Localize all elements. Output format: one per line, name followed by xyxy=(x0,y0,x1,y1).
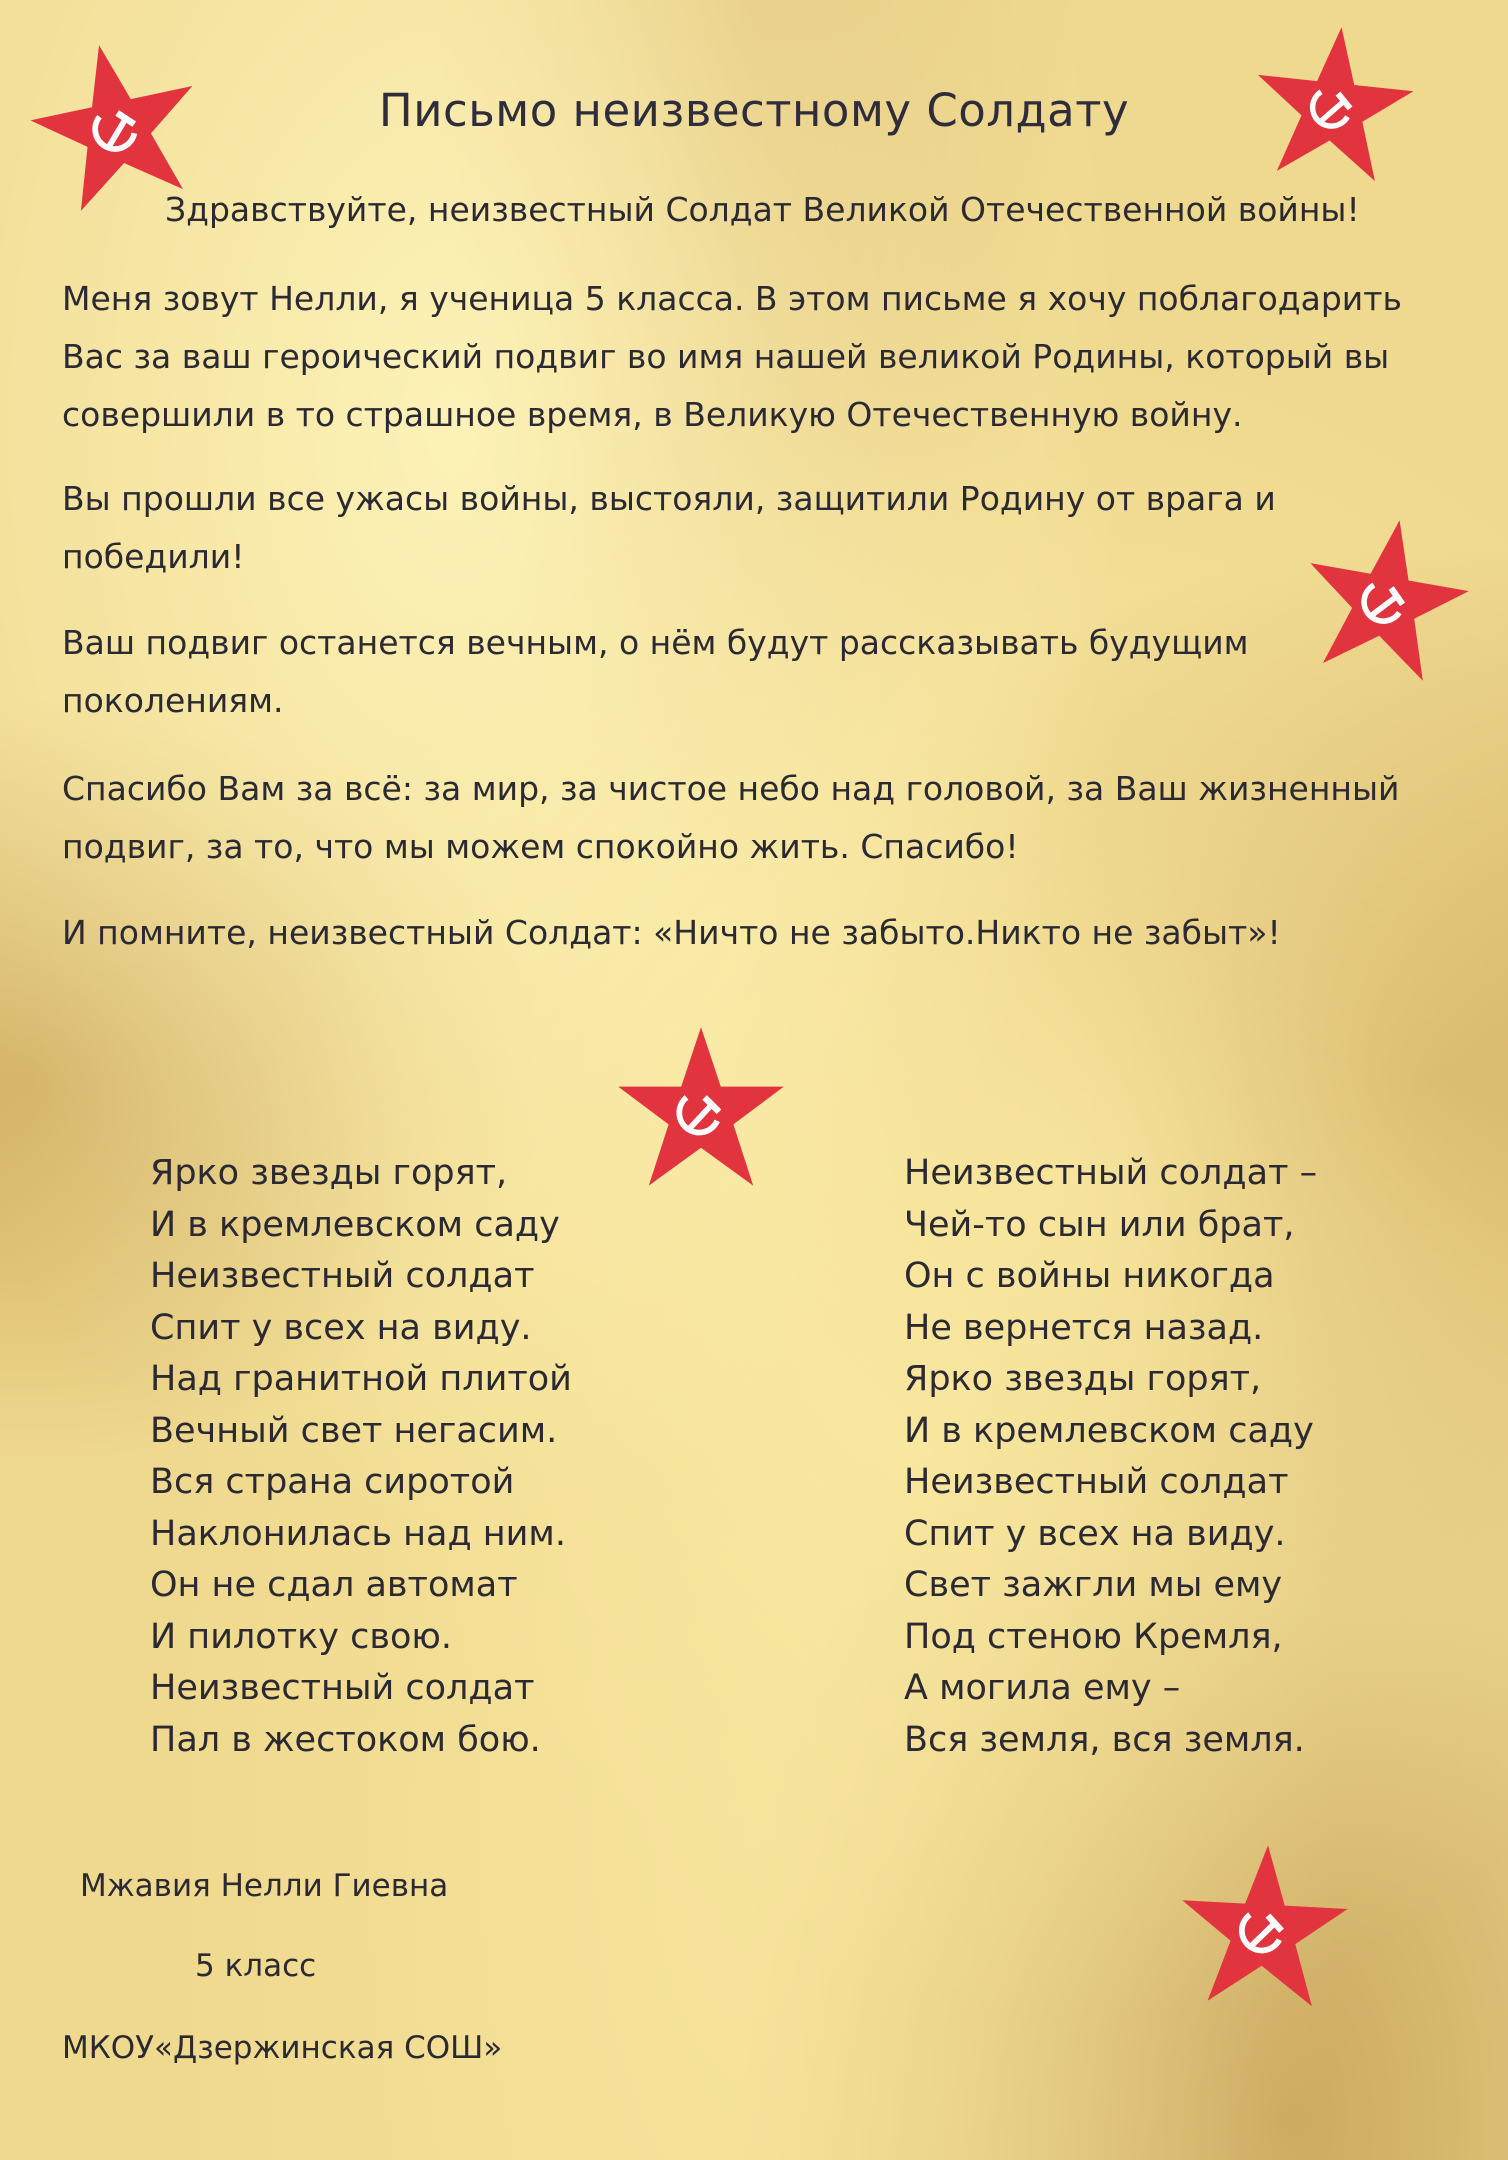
red-star-icon xyxy=(1166,1838,1361,2018)
poem-line: Пал в жестоком бою. xyxy=(150,1719,541,1760)
letter-paragraph: И помните, неизвестный Солдат: «Ничто не забыто.Никто не забыт»! xyxy=(62,913,1281,952)
poem-line: А могила ему – xyxy=(904,1668,1181,1708)
poem-column-left xyxy=(150,1148,572,1766)
poem-line: Вся страна сиротой xyxy=(150,1462,515,1502)
poem-line: Вечный свет негасим. xyxy=(150,1410,558,1451)
poem-column-right xyxy=(904,1148,1317,1766)
poem-line: Ярко звезды горят, xyxy=(150,1153,508,1193)
letter-paragraph: Меня зовут Нелли, я ученица 5 класса. В этом письме я хочу поблагодарить Вас за ваш героический подвиг во имя нашей великой Родины, который вы совершили в то страшное время, в Великую Отечественную войну. xyxy=(62,279,1402,434)
poem-line: Не вернется назад. xyxy=(904,1307,1264,1348)
poem-line: Над гранитной плитой xyxy=(150,1359,572,1399)
poem-line: Наклонилась над ним. xyxy=(150,1513,566,1554)
poem-line: Неизвестный солдат xyxy=(150,1668,535,1708)
poem-line: Неизвестный солдат – xyxy=(904,1153,1318,1193)
author-class: 5 класс xyxy=(195,1948,317,1984)
letter-paragraph: Вы прошли все ужасы войны, выстояли, защитили Родину от врага и победили! xyxy=(62,479,1276,576)
poem-line: И в кремлевском саду xyxy=(150,1204,560,1245)
poem-line: Неизвестный солдат xyxy=(150,1256,535,1296)
letter-paragraph: Ваш подвиг останется вечным, о нём будут рассказывать будущим поколениям. xyxy=(62,623,1249,720)
poem-line: Под стеною Кремля, xyxy=(904,1616,1283,1657)
poem-line: Вся земля, вся земля. xyxy=(904,1719,1305,1760)
letter-paragraph: Спасибо Вам за всё: за мир, за чистое небо над головой, за Ваш жизненный подвиг, за то, что мы можем спокойно жить. Спасибо! xyxy=(62,769,1400,866)
poem-line: Он с войны никогда xyxy=(904,1256,1275,1296)
poem-line: Неизвестный солдат xyxy=(904,1462,1289,1502)
poem-line: Ярко звезды горят, xyxy=(904,1359,1262,1399)
author-school: МКОУ«Дзержинская СОШ» xyxy=(62,2030,503,2066)
poem-line: Он не сдал автомат xyxy=(150,1565,518,1605)
poem-line: Чей-то сын или брат, xyxy=(904,1204,1295,1245)
poem-line: Спит у всех на виду. xyxy=(150,1307,532,1348)
poem-line: И пилотку свою. xyxy=(150,1616,452,1657)
poem-line: Свет зажгли мы ему xyxy=(904,1565,1283,1605)
letter-title: Письмо неизвестному Солдату xyxy=(378,84,1130,137)
red-star-icon xyxy=(606,1020,796,1200)
poem-line: И в кремлевском саду xyxy=(904,1410,1314,1451)
letter-greeting: Здравствуйте, неизвестный Солдат Великой Отечественной войны! xyxy=(165,190,1360,229)
author-name: Мжавия Нелли Гиевна xyxy=(80,1868,449,1904)
poem-line: Спит у всех на виду. xyxy=(904,1513,1286,1554)
